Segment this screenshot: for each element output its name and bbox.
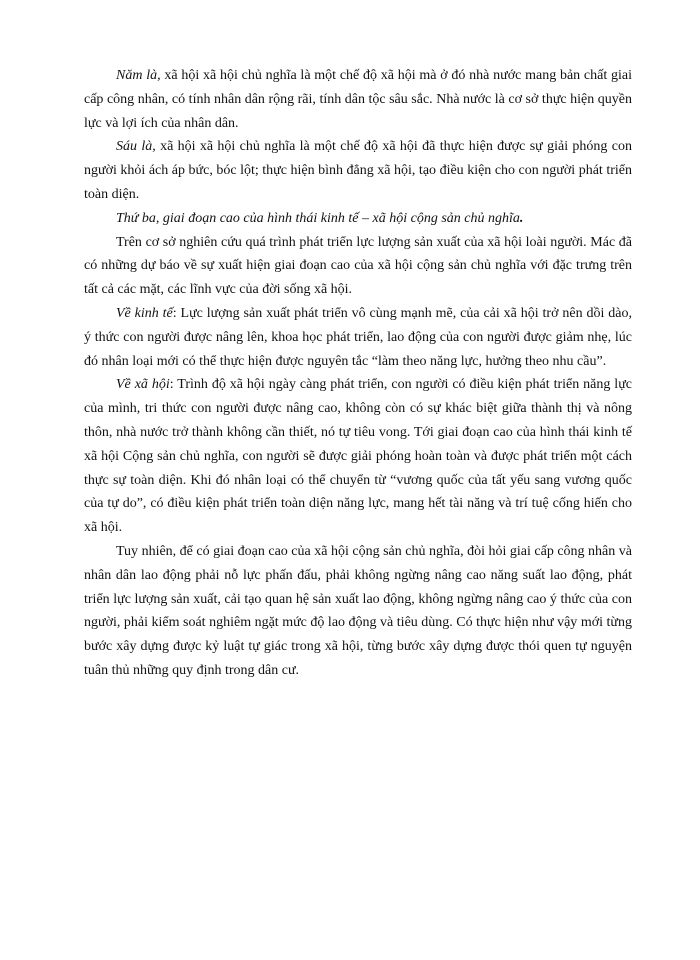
paragraph-text-sau-la: xã hội xã hội chủ nghĩa là một chế độ xã hội đã thực hiện được sự giải phóng con người khỏi ách áp bức, bóc lột; thực hiện bình đẳng xã hội, tạo điều kiện cho con người phát triển toàn diện. <box>84 139 632 202</box>
paragraph-lead-ve-kinh-te: Về kinh tế <box>116 305 173 321</box>
paragraph-intro-mac <box>84 231 632 302</box>
paragraph-text-intro-mac: Trên cơ sở nghiên cứu quá trình phát triển lực lượng sản xuất của xã hội loài người. Mác đã có những dự báo về sự xuất hiện giai đoạn cao của xã hội cộng sản chủ nghĩa với đặc trưng trên tất cả các mặt, các lĩnh vực của đời sống xã hội. <box>84 234 632 298</box>
section-heading-thu-ba <box>84 207 632 231</box>
paragraph-text-tuy-nhien: Tuy nhiên, để có giai đoạn cao của xã hội cộng sản chủ nghĩa, đòi hỏi giai cấp công nhân và nhân dân lao động phải nỗ lực phấn đấu, phải không ngừng nâng cao năng suất lao động, phát triển lực lượng sản xuất, cải tạo quan hệ sản xuất lao động, không ngừng nâng cao ý thức của con người, phải kiểm soát nghiêm ngặt mức độ lao động và tiêu dùng. Có thực hiện như vậy mới từng bước xây dựng được kỷ luật tự giác trong xã hội, từng bước xây dựng được thói quen tự nguyện tuân thủ những quy định trong dân cư. <box>84 543 632 678</box>
paragraph-text-ve-xa-hoi: : Trình độ xã hội ngày càng phát triển, con người có điều kiện phát triển năng lực của mình, tri thức con người được nâng cao, không còn có sự khác biệt giữa thành thị và nông thôn, nhà nước trở thành không cần thiết, nó tự tiêu vong. Tới giai đoạn cao của hình thái kinh tế xã hội Cộng sản chủ nghĩa, con người sẽ được giải phóng hoàn toàn và được phát triển một cách thực sự toàn diện. Khi đó nhân loại có thể chuyển từ “vương quốc của tất yếu sang vương quốc của tự do”, có điều kiện phát triển toàn diện năng lực, mang hết tài năng và trí tuệ cống hiến cho xã hội. <box>84 377 632 536</box>
paragraph-ve-xa-hoi <box>84 373 632 540</box>
section-heading-period: . <box>519 210 524 226</box>
section-heading-text: Thứ ba, giai đoạn cao của hình thái kinh tế – xã hội cộng sản chủ nghĩa <box>116 210 520 226</box>
paragraph-lead-ve-xa-hoi: Về xã hội <box>116 377 170 393</box>
paragraph-text-ve-kinh-te: : Lực lượng sản xuất phát triển vô cùng mạnh mẽ, của cải xã hội trở nên dồi dào, ý thức con người được nâng lên, khoa học phát triển, lao động của con người được giảm nhẹ, lúc đó nhân loại mới có thể thực hiện được nguyên tắc “làm theo năng lực, hưởng theo nhu cầu”. <box>84 305 632 369</box>
paragraph-text-nam-la: xã hội xã hội chủ nghĩa là một chế độ xã hội mà ở đó nhà nước mang bản chất giai cấp công nhân, có tính nhân dân rộng rãi, tính dân tộc sâu sắc. Nhà nước là cơ sở thực hiện quyền lực và lợi ích của nhân dân. <box>84 68 633 131</box>
paragraph-ve-kinh-te <box>84 302 632 373</box>
paragraph-lead-nam-la: Năm là, <box>116 68 161 83</box>
paragraph-lead-sau-la: Sáu là, <box>116 139 156 155</box>
paragraph-sau-la <box>84 135 632 206</box>
paragraph-tuy-nhien <box>84 540 632 683</box>
document-page <box>84 64 632 683</box>
paragraph-nam-la <box>84 64 632 135</box>
